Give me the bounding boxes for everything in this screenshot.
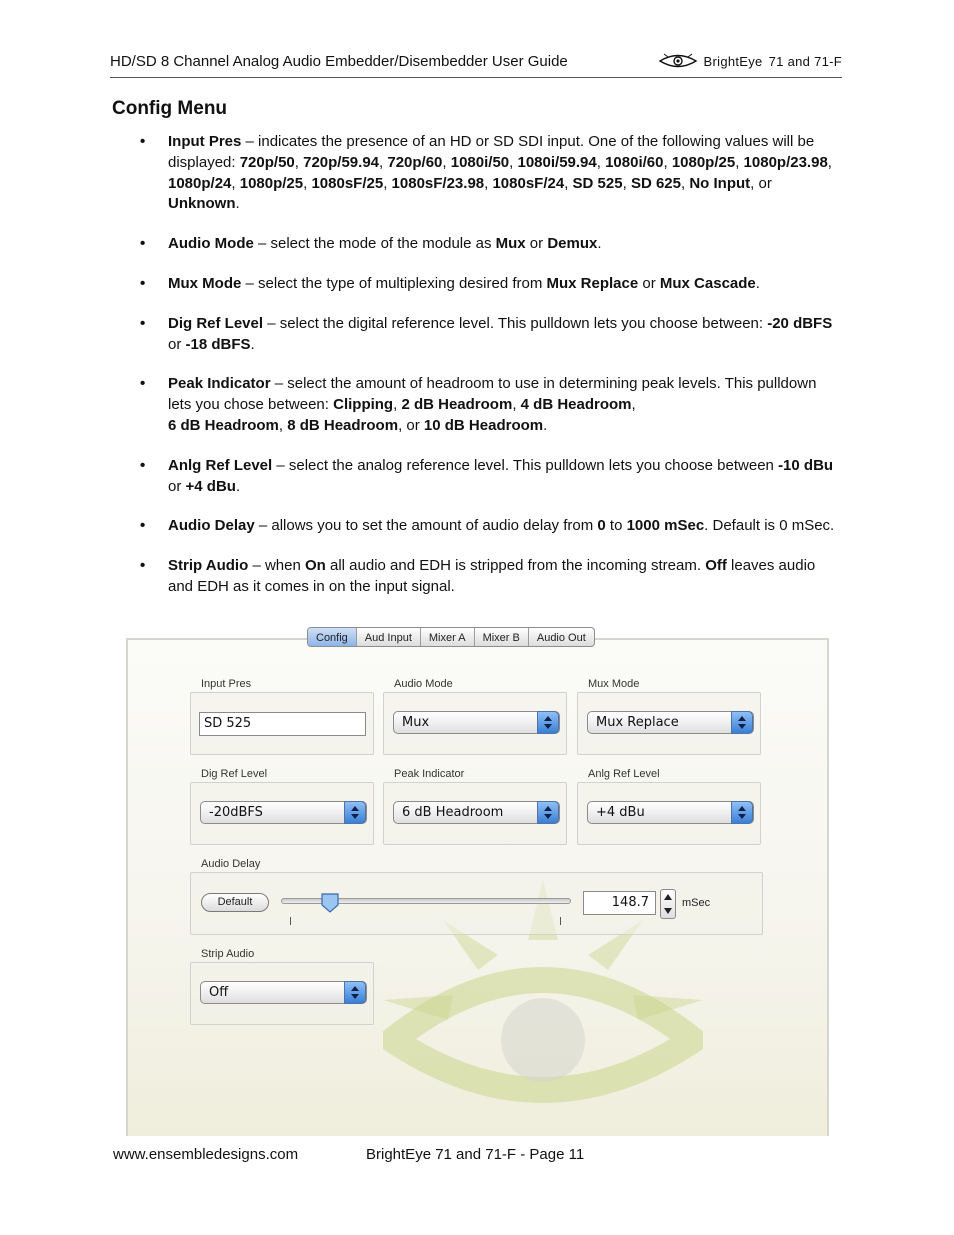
separator: , (564, 174, 573, 192)
option-value: Mux (495, 235, 526, 253)
dig-ref-level-label: Dig Ref Level (201, 768, 268, 780)
bullet-mux-mode (140, 274, 840, 295)
slider-thumb-icon[interactable] (321, 893, 339, 913)
bullet-text: – select the type of multiplexing desired from (241, 274, 547, 292)
input-pres-label: Input Pres (201, 678, 252, 690)
separator: , (622, 174, 631, 192)
bullet-text: leaves audio and EDH as it comes in on the input signal. (168, 557, 816, 595)
input-format-value: 720p/60 (387, 153, 443, 171)
mux-mode-value: Mux Replace (596, 715, 679, 730)
option-value: 4 dB Headroom (520, 396, 632, 414)
bullet-dig-ref-level (140, 314, 840, 356)
bullet-end: . (250, 335, 255, 353)
input-format-value: SD 525 (572, 174, 623, 192)
input-format-value: 720p/59.94 (303, 153, 380, 171)
option-value: -20 dBFS (767, 314, 833, 332)
bullet-text: – when (248, 557, 305, 575)
bullet-text: or (168, 335, 186, 353)
brand-name: BrightEye (703, 53, 763, 69)
audio-delay-stepper[interactable] (660, 889, 676, 919)
strip-audio-label: Strip Audio (201, 948, 255, 960)
separator: , (303, 174, 312, 192)
popup-arrows-icon (731, 801, 753, 824)
bullet-end: . (235, 477, 241, 495)
option-value: On (305, 557, 326, 575)
input-format-value: Unknown (168, 195, 236, 213)
bullet-term: Peak Indicator (168, 375, 271, 393)
strip-audio-select[interactable] (200, 981, 367, 1004)
bullet-end: . (543, 416, 548, 434)
option-value: Demux (547, 235, 598, 253)
bullet-strip-audio (140, 556, 840, 598)
audio-delay-label: Audio Delay (201, 858, 261, 870)
input-format-value: 1080p/25 (239, 174, 304, 192)
default-button[interactable]: Default (201, 893, 269, 912)
bullet-term: Anlg Ref Level (168, 456, 273, 474)
option-value: 1000 mSec (626, 517, 705, 535)
slider-tick-max (560, 917, 561, 925)
input-format-value: 1080sF/23.98 (391, 174, 485, 192)
anlg-ref-level-value: +4 dBu (596, 805, 645, 820)
tab-audio-out[interactable]: Audio Out (536, 632, 586, 644)
bullet-text: or (638, 274, 660, 292)
bullet-text: – select the amount of headroom to use in determining peak levels. This pulldown lets you chose between: (168, 375, 817, 414)
separator: , (596, 153, 606, 171)
anlg-ref-level-label: Anlg Ref Level (588, 768, 660, 780)
input-format-value: 720p/50 (239, 153, 295, 171)
bullet-term: Strip Audio (168, 557, 249, 575)
bullet-input-pres (140, 132, 840, 215)
option-value: Mux Cascade (659, 274, 756, 292)
tab-aud-input[interactable]: Aud Input (357, 628, 421, 646)
input-format-value: 1080p/24 (168, 174, 232, 192)
separator: , (509, 153, 518, 171)
popup-arrows-icon (731, 711, 753, 734)
bullet-text: – select the analog reference level. This pulldown lets you choose between (272, 456, 779, 474)
audio-delay-field[interactable]: 148.7 (583, 891, 656, 915)
option-value: 10 dB Headroom (423, 416, 544, 434)
tab-config[interactable]: Config (308, 628, 357, 646)
input-format-value: No Input (689, 174, 751, 192)
option-value: Clipping (333, 396, 394, 414)
bullet-peak-indicator (140, 374, 840, 436)
separator: , (383, 174, 392, 192)
peak-indicator-select[interactable] (393, 801, 560, 824)
separator: , (231, 174, 240, 192)
input-format-value: 1080i/50 (450, 153, 510, 171)
config-tab-bar (307, 627, 595, 647)
input-format-value: 1080sF/25 (311, 174, 384, 192)
config-bullet-list (140, 132, 840, 598)
popup-arrows-icon (344, 801, 366, 824)
bullet-text: – select the mode of the module as (253, 235, 496, 253)
separator: , (631, 396, 636, 414)
bullet-text: or (525, 235, 548, 253)
audio-mode-select[interactable] (393, 711, 560, 734)
separator: , or (398, 416, 424, 434)
separator: , (663, 153, 672, 171)
separator: , (735, 153, 744, 171)
separator: , (294, 153, 304, 171)
input-format-value: 1080sF/24 (492, 174, 565, 192)
audio-delay-unit: mSec (682, 897, 711, 909)
audio-mode-value: Mux (402, 715, 430, 730)
tab-mixer-b[interactable]: Mixer B (475, 628, 529, 646)
brand-mark (658, 53, 842, 69)
eye-logo-icon (658, 53, 698, 69)
input-value-list (168, 154, 832, 213)
input-format-value: SD 625 (630, 174, 681, 192)
separator: , or (750, 174, 772, 192)
stepper-down-icon[interactable] (664, 908, 672, 914)
option-value: 8 dB Headroom (287, 416, 399, 434)
bullet-term: Input Pres (168, 133, 242, 150)
dig-ref-level-value: -20dBFS (209, 805, 263, 820)
audio-mode-label: Audio Mode (394, 678, 453, 690)
peak-indicator-value: 6 dB Headroom (402, 805, 504, 820)
footer-website: www.ensembledesigns.com (113, 1146, 299, 1163)
input-pres-field: SD 525 (199, 712, 366, 736)
separator: , (442, 153, 451, 171)
input-format-value: 1080p/23.98 (743, 153, 828, 171)
option-value: Off (705, 557, 727, 575)
bullet-text: or (168, 477, 186, 495)
input-format-value: 1080i/59.94 (517, 153, 597, 171)
page-header (110, 52, 842, 78)
bullet-term: Mux Mode (168, 274, 242, 292)
bullet-text: – select the digital reference level. This pulldown lets you choose between: (263, 314, 768, 332)
option-value: Mux Replace (546, 274, 639, 292)
separator: , (278, 416, 288, 434)
option-value: +4 dBu (185, 477, 236, 495)
bullet-term: Audio Mode (168, 235, 254, 253)
option-value: 6 dB Headroom (168, 416, 279, 434)
footer-page-number: BrightEye 71 and 71-F - Page 11 (366, 1146, 585, 1163)
bullet-term: Audio Delay (168, 517, 255, 535)
input-format-value: 1080i/60 (605, 153, 664, 171)
stepper-up-icon[interactable] (664, 894, 672, 900)
separator: , (680, 174, 690, 192)
bullet-anlg-ref-level (140, 456, 840, 498)
brand-suffix: 71 and 71-F (768, 53, 842, 69)
bullet-audio-delay (140, 516, 840, 537)
dig-ref-level-select[interactable] (200, 801, 367, 824)
bullet-text: – allows you to set the amount of audio delay from (254, 517, 598, 535)
option-value: 0 (597, 517, 606, 535)
peak-indicator-label: Peak Indicator (394, 768, 465, 780)
bullet-end: . (755, 274, 760, 292)
bullet-text: to (605, 517, 627, 535)
separator: , (379, 153, 388, 171)
popup-arrows-icon (344, 981, 366, 1004)
section-title: Config Menu (112, 98, 228, 119)
tab-mixer-a[interactable]: Mixer A (421, 628, 475, 646)
option-value: 2 dB Headroom (401, 396, 513, 414)
bullet-text: . Default is 0 mSec. (704, 517, 835, 535)
bullet-end: . (235, 195, 240, 213)
input-format-value: 1080p/25 (671, 153, 736, 171)
separator: , (393, 396, 402, 414)
mux-mode-label: Mux Mode (588, 678, 640, 690)
anlg-ref-level-select[interactable] (587, 801, 754, 824)
separator: , (512, 396, 521, 414)
bullet-audio-mode (140, 234, 840, 255)
popup-arrows-icon (537, 711, 559, 734)
strip-audio-value: Off (209, 985, 229, 1000)
document-title: HD/SD 8 Channel Analog Audio Embedder/Disembedder User Guide (110, 53, 568, 70)
bullet-end: . (597, 235, 602, 253)
slider-tick-min (290, 917, 291, 925)
separator: , (827, 153, 832, 171)
bullet-term: Dig Ref Level (168, 314, 264, 332)
bullet-text: – indicates the presence of an HD or SD SDI input. One of the following values will be displayed: (168, 133, 815, 171)
bullet-text: all audio and EDH is stripped from the incoming stream. (325, 557, 706, 575)
mux-mode-select[interactable] (587, 711, 754, 734)
separator: , (484, 174, 493, 192)
option-value: -18 dBFS (185, 335, 251, 353)
popup-arrows-icon (537, 801, 559, 824)
option-value: -10 dBu (778, 456, 834, 474)
